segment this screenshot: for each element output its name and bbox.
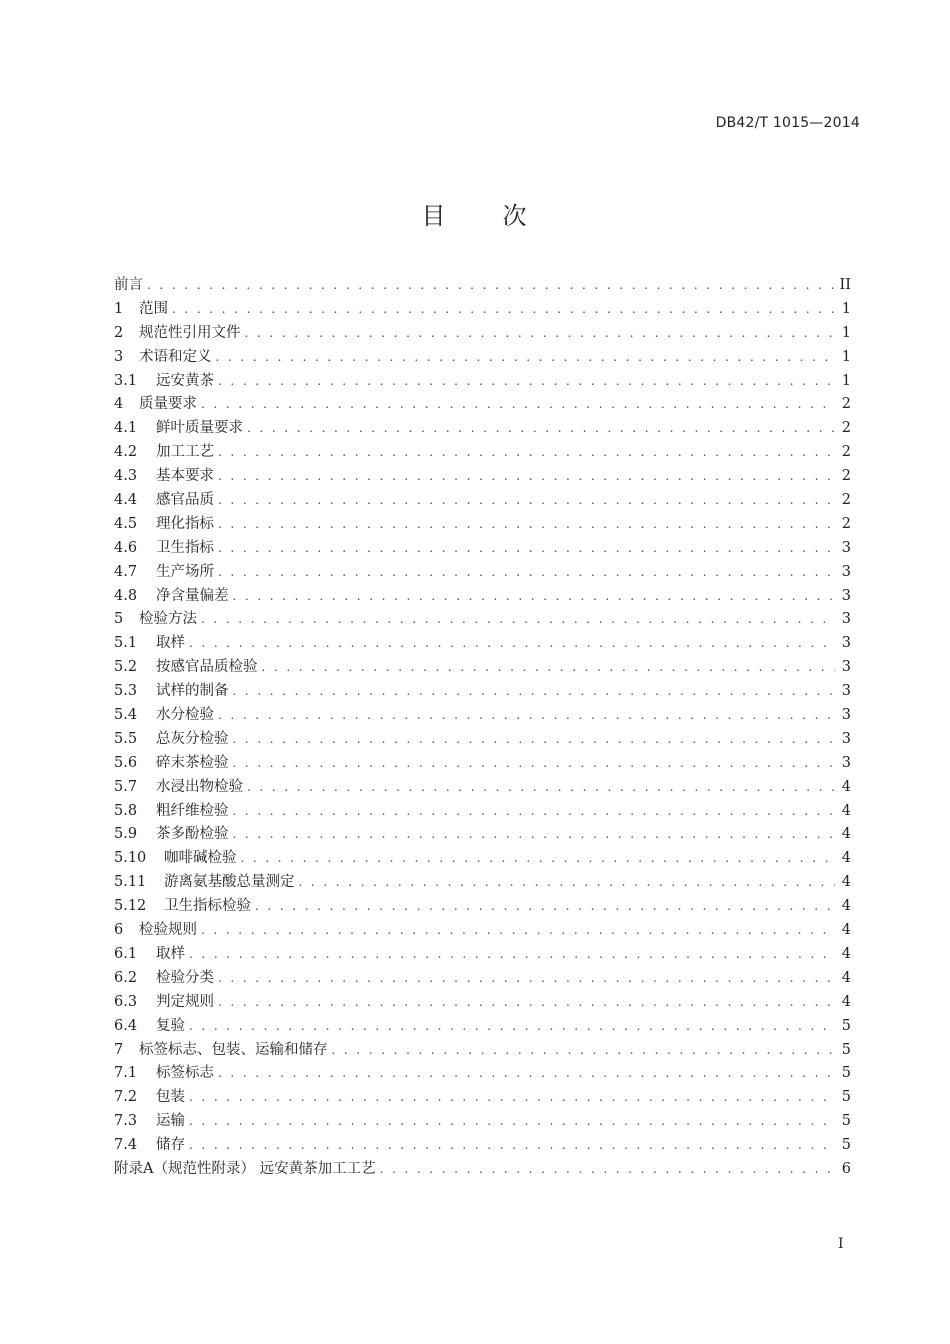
toc-entry[interactable] bbox=[114, 632, 851, 656]
toc-entry-title: 咖啡碱检验 bbox=[164, 850, 237, 867]
page-title bbox=[0, 196, 950, 231]
toc-entry-number: 5 bbox=[114, 611, 124, 628]
toc-entry-number: 5.12 bbox=[114, 898, 147, 915]
toc-entry-number: 4.7 bbox=[114, 563, 138, 580]
toc-entry-title: 远安黄茶 bbox=[156, 372, 214, 389]
toc-entry-title: 检验分类 bbox=[156, 969, 214, 986]
toc-entry-number: 4 bbox=[114, 396, 124, 413]
toc-entry-number: 7.4 bbox=[114, 1137, 138, 1154]
toc-entry[interactable] bbox=[114, 752, 851, 776]
toc-dot-leader bbox=[218, 991, 835, 1015]
toc-dot-leader bbox=[189, 1086, 835, 1110]
toc-entry-number: 5.9 bbox=[114, 826, 138, 843]
toc-dot-leader bbox=[233, 728, 836, 752]
toc-entry-title: 感官品质 bbox=[156, 492, 214, 509]
toc-entry[interactable] bbox=[114, 776, 851, 800]
toc-entry-page: 3 bbox=[841, 587, 851, 604]
toc-entry-title: 按感官品质检验 bbox=[156, 659, 258, 676]
toc-entry-page: 4 bbox=[841, 826, 851, 843]
toc-entry-title: 粗纤维检验 bbox=[156, 802, 229, 819]
toc-entry-page: 3 bbox=[841, 754, 851, 771]
toc-entry[interactable] bbox=[114, 680, 851, 704]
toc-entry-page: 5 bbox=[841, 1089, 851, 1106]
toc-entry[interactable] bbox=[114, 919, 851, 943]
toc-entry-number: 5.6 bbox=[114, 754, 138, 771]
toc-entry-title: 术语和定义 bbox=[139, 348, 212, 365]
toc-dot-leader bbox=[172, 298, 835, 322]
toc-entry-title: 加工工艺 bbox=[156, 444, 214, 461]
toc-dot-leader bbox=[147, 274, 835, 298]
toc-entry-number: 5.2 bbox=[114, 659, 138, 676]
toc-entry-number: 6.4 bbox=[114, 1017, 138, 1034]
toc-entry[interactable] bbox=[114, 274, 851, 298]
toc-entry-page: 3 bbox=[841, 659, 851, 676]
toc-entry-page: 4 bbox=[841, 850, 851, 867]
toc-entry-title: 基本要求 bbox=[156, 468, 214, 485]
toc-entry-page: 2 bbox=[841, 420, 851, 437]
document-code: DB42/T 1015—2014 bbox=[715, 115, 860, 131]
toc-entry[interactable] bbox=[114, 561, 851, 585]
toc-dot-leader bbox=[201, 919, 835, 943]
toc-dot-leader bbox=[218, 1062, 835, 1086]
toc-entry-title: 碎末茶检验 bbox=[156, 754, 229, 771]
toc-entry-title: 前言 bbox=[114, 277, 143, 293]
toc-entry[interactable] bbox=[114, 298, 851, 322]
toc-entry[interactable] bbox=[114, 656, 851, 680]
toc-dot-leader bbox=[189, 1015, 835, 1039]
toc-entry-page: 2 bbox=[841, 396, 851, 413]
toc-entry-title: 卫生指标 bbox=[156, 539, 214, 556]
toc-dot-leader bbox=[201, 608, 835, 632]
toc-dot-leader bbox=[218, 561, 835, 585]
toc-entry-page: 2 bbox=[841, 444, 851, 461]
toc-entry-page: II bbox=[839, 277, 851, 293]
toc-entry[interactable] bbox=[114, 393, 851, 417]
toc-entry[interactable] bbox=[114, 1015, 851, 1039]
toc-entry[interactable] bbox=[114, 991, 851, 1015]
toc-entry-title: 范围 bbox=[139, 300, 168, 317]
toc-entry-page: 2 bbox=[841, 515, 851, 532]
toc-entry-title: 生产场所 bbox=[156, 563, 214, 580]
toc-dot-leader bbox=[241, 847, 836, 871]
toc-entry-title: 净含量偏差 bbox=[156, 587, 229, 604]
toc-entry[interactable] bbox=[114, 1158, 851, 1182]
toc-dot-leader bbox=[218, 441, 835, 465]
toc-entry-number: 5.4 bbox=[114, 707, 138, 724]
toc-entry[interactable] bbox=[114, 847, 851, 871]
toc-dot-leader bbox=[201, 393, 835, 417]
toc-entry-number: 5.7 bbox=[114, 778, 138, 795]
toc-dot-leader bbox=[189, 1134, 835, 1158]
toc-entry[interactable] bbox=[114, 465, 851, 489]
toc-entry-page: 4 bbox=[841, 922, 851, 939]
toc-entry-title: 判定规则 bbox=[156, 993, 214, 1010]
toc-entry-page: 1 bbox=[841, 300, 851, 317]
toc-entry[interactable] bbox=[114, 489, 851, 513]
toc-entry-title: 取样 bbox=[156, 945, 185, 962]
toc-entry-title: 包装 bbox=[156, 1089, 185, 1106]
toc-entry-title: 规范性引用文件 bbox=[139, 324, 241, 341]
toc-dot-leader bbox=[189, 943, 835, 967]
toc-entry-number: 4.3 bbox=[114, 468, 138, 485]
toc-entry-page: 4 bbox=[841, 898, 851, 915]
toc-dot-leader bbox=[218, 370, 835, 394]
toc-entry-number: 4.6 bbox=[114, 539, 138, 556]
toc-entry[interactable] bbox=[114, 346, 851, 370]
toc-entry[interactable] bbox=[114, 967, 851, 991]
toc-entry-title: 鲜叶质量要求 bbox=[156, 420, 243, 437]
toc-entry-number: 6.2 bbox=[114, 969, 138, 986]
toc-entry-page: 4 bbox=[841, 802, 851, 819]
toc-entry[interactable] bbox=[114, 585, 851, 609]
toc-entry-number: 5.1 bbox=[114, 635, 138, 652]
toc-entry-number: 4.4 bbox=[114, 492, 138, 509]
toc-entry-page: 3 bbox=[841, 539, 851, 556]
toc-dot-leader bbox=[233, 752, 836, 776]
toc-entry[interactable] bbox=[114, 895, 851, 919]
toc-entry-number: 2 bbox=[114, 324, 124, 341]
toc-entry-page: 5 bbox=[841, 1065, 851, 1082]
toc-entry-page: 5 bbox=[841, 1137, 851, 1154]
toc-dot-leader bbox=[218, 513, 835, 537]
toc-dot-leader bbox=[247, 417, 835, 441]
toc-dot-leader bbox=[233, 823, 836, 847]
toc-entry-title: 运输 bbox=[156, 1113, 185, 1130]
toc-entry-number: 5.11 bbox=[114, 874, 147, 891]
toc-entry-number: 4.5 bbox=[114, 515, 138, 532]
toc-entry-number: 7.3 bbox=[114, 1113, 138, 1130]
toc-entry-page: 5 bbox=[841, 1113, 851, 1130]
toc-dot-leader bbox=[218, 465, 835, 489]
toc-entry[interactable] bbox=[114, 1062, 851, 1086]
toc-entry[interactable] bbox=[114, 608, 851, 632]
toc-entry-number: 7 bbox=[114, 1041, 124, 1058]
toc-dot-leader bbox=[380, 1158, 835, 1182]
toc-entry-page: 1 bbox=[841, 348, 851, 365]
toc-dot-leader bbox=[233, 680, 836, 704]
toc-entry-page: 4 bbox=[841, 945, 851, 962]
toc-entry-page: 4 bbox=[841, 778, 851, 795]
toc-entry-number: 6.1 bbox=[114, 945, 138, 962]
toc-entry-title: 质量要求 bbox=[139, 396, 197, 413]
toc-entry[interactable] bbox=[114, 704, 851, 728]
toc-entry-number: 5.5 bbox=[114, 730, 138, 747]
toc-entry-title: 复验 bbox=[156, 1017, 185, 1034]
toc-dot-leader bbox=[218, 537, 835, 561]
toc-entry-number: 4.1 bbox=[114, 420, 138, 437]
toc-entry-page: 4 bbox=[841, 993, 851, 1010]
toc-entry-title: 水分检验 bbox=[156, 707, 214, 724]
toc-entry-page: 2 bbox=[841, 492, 851, 509]
toc-entry-number: 5.8 bbox=[114, 802, 138, 819]
toc-entry-title: 储存 bbox=[156, 1137, 185, 1154]
toc-entry-title: 茶多酚检验 bbox=[156, 826, 229, 843]
toc-dot-leader bbox=[247, 776, 835, 800]
toc-dot-leader bbox=[189, 1110, 835, 1134]
toc-entry-title: 检验方法 bbox=[139, 611, 197, 628]
toc-dot-leader bbox=[216, 346, 836, 370]
toc-dot-leader bbox=[299, 871, 836, 895]
toc-entry[interactable] bbox=[114, 370, 851, 394]
toc-entry-title: 取样 bbox=[156, 635, 185, 652]
toc-entry-number: 5.10 bbox=[114, 850, 147, 867]
toc-entry-number: 5.3 bbox=[114, 683, 138, 700]
table-of-contents bbox=[114, 274, 851, 1182]
toc-entry-title: 水浸出物检验 bbox=[156, 778, 243, 795]
toc-entry-page: 3 bbox=[841, 611, 851, 628]
title-part-2: 次 bbox=[502, 202, 529, 230]
toc-entry-page: 3 bbox=[841, 563, 851, 580]
toc-entry-page: 3 bbox=[841, 635, 851, 652]
toc-entry[interactable] bbox=[114, 871, 851, 895]
toc-entry[interactable] bbox=[114, 417, 851, 441]
toc-entry[interactable] bbox=[114, 513, 851, 537]
toc-dot-leader bbox=[218, 704, 835, 728]
toc-entry-page: 1 bbox=[841, 372, 851, 389]
toc-entry-page: 3 bbox=[841, 730, 851, 747]
toc-entry-page: 3 bbox=[841, 683, 851, 700]
toc-entry-number: 6 bbox=[114, 922, 124, 939]
toc-entry-number: 7.1 bbox=[114, 1065, 138, 1082]
toc-entry-page: 5 bbox=[841, 1017, 851, 1034]
toc-entry-page: 6 bbox=[841, 1160, 851, 1177]
toc-entry-number: 4.2 bbox=[114, 444, 138, 461]
toc-entry-page: 4 bbox=[841, 969, 851, 986]
toc-entry-page: 2 bbox=[841, 468, 851, 485]
toc-dot-leader bbox=[262, 656, 836, 680]
toc-dot-leader bbox=[218, 967, 835, 991]
toc-entry-number: 4.8 bbox=[114, 587, 138, 604]
toc-entry-number: 7.2 bbox=[114, 1089, 138, 1106]
toc-dot-leader bbox=[189, 632, 835, 656]
toc-entry[interactable] bbox=[114, 728, 851, 752]
toc-entry-page: 1 bbox=[841, 324, 851, 341]
toc-entry-title: 总灰分检验 bbox=[156, 730, 229, 747]
toc-entry[interactable] bbox=[114, 1039, 851, 1063]
toc-entry[interactable] bbox=[114, 537, 851, 561]
title-part-1: 目 bbox=[421, 202, 448, 230]
toc-entry-title: 试样的制备 bbox=[156, 683, 229, 700]
toc-entry[interactable] bbox=[114, 1086, 851, 1110]
toc-dot-leader bbox=[233, 585, 836, 609]
toc-entry-number: 3.1 bbox=[114, 372, 138, 389]
toc-entry-title: 标签标志 bbox=[156, 1065, 214, 1082]
toc-entry-title: 理化指标 bbox=[156, 515, 214, 532]
toc-dot-leader bbox=[332, 1039, 836, 1063]
toc-entry[interactable] bbox=[114, 800, 851, 824]
page-number: I bbox=[838, 1236, 844, 1252]
toc-dot-leader bbox=[255, 895, 835, 919]
toc-entry[interactable] bbox=[114, 322, 851, 346]
toc-dot-leader bbox=[245, 322, 836, 346]
toc-entry-number: 1 bbox=[114, 300, 124, 317]
toc-dot-leader bbox=[218, 489, 835, 513]
toc-entry[interactable] bbox=[114, 943, 851, 967]
toc-entry-number: 6.3 bbox=[114, 993, 138, 1010]
toc-entry-title: 游离氨基酸总量测定 bbox=[164, 874, 295, 891]
toc-entry-page: 3 bbox=[841, 707, 851, 724]
toc-dot-leader bbox=[233, 800, 836, 824]
toc-entry-page: 4 bbox=[841, 874, 851, 891]
toc-entry-title: 附录A（规范性附录） 远安黄茶加工工艺 bbox=[114, 1160, 376, 1177]
toc-entry[interactable] bbox=[114, 823, 851, 847]
toc-entry-title: 卫生指标检验 bbox=[164, 898, 251, 915]
toc-entry[interactable] bbox=[114, 441, 851, 465]
toc-entry-page: 5 bbox=[841, 1041, 851, 1058]
toc-entry[interactable] bbox=[114, 1134, 851, 1158]
toc-entry[interactable] bbox=[114, 1110, 851, 1134]
toc-entry-title: 检验规则 bbox=[139, 922, 197, 939]
toc-entry-number: 3 bbox=[114, 348, 124, 365]
toc-entry-title: 标签标志、包装、运输和储存 bbox=[139, 1041, 328, 1058]
